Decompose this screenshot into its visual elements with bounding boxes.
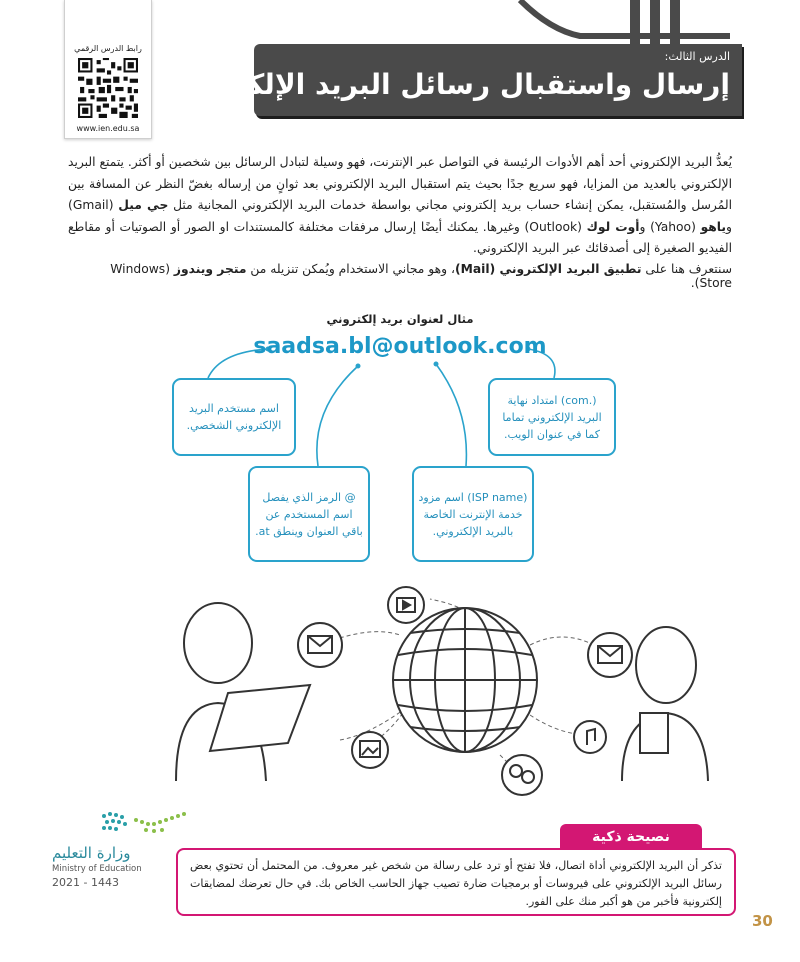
conj-and: و <box>726 219 732 234</box>
tablet-icon <box>210 685 310 751</box>
ministry-name-ar: وزارة التعليم <box>52 844 131 862</box>
callout-isp <box>412 466 534 562</box>
diagram-title: مثال لعنوان بريد إلكتروني <box>326 312 474 326</box>
academic-year: 2021 - 1443 <box>52 876 119 889</box>
globe-icon <box>393 608 537 752</box>
windows-store-term: متجر ويندوز <box>173 262 247 276</box>
lesson-banner <box>162 44 742 116</box>
callout-extension <box>488 378 616 456</box>
conj-and-2: و <box>639 219 646 234</box>
outlook-term: أوت لوك <box>586 219 640 234</box>
email-exchange-illustration <box>170 585 710 805</box>
cable-decoration <box>480 0 740 50</box>
example-email-address: saadsa.bl@outlook.com <box>253 334 547 359</box>
callout-extension-text: (.com) امتداد نهاية البريد الإلكتروني تماما كما في عنوان الويب. <box>502 393 602 441</box>
ministry-logo <box>52 806 172 896</box>
qr-url[interactable]: www.ien.edu.sa <box>76 124 140 133</box>
callout-isp-text: (ISP name) اسم مزود خدمة الإنترنت الخاصة بالبريد الإلكتروني. <box>418 490 528 538</box>
p2-text-c: (Windows Store). <box>110 262 732 290</box>
laptop-icon <box>640 713 668 753</box>
yahoo-en: (Yahoo) <box>645 219 701 234</box>
music-icon <box>574 721 606 753</box>
gmail-term: جي ميل <box>118 198 169 212</box>
gmail-en: (Gmail) <box>68 198 119 212</box>
p2-text-a: سنتعرف هنا على <box>641 262 732 276</box>
page-number: 30 <box>752 912 773 930</box>
tip-label: نصيحة ذكية <box>560 824 702 850</box>
callout-username-text: اسم مستخدم البريد الإلكتروني الشخصي. <box>186 402 282 432</box>
p2-text-b: ، وهو مجاني الاستخدام ويُمكن تنزيله من <box>246 262 455 276</box>
right-person-head <box>636 627 696 703</box>
yahoo-term: ياهو <box>700 219 727 234</box>
second-paragraph <box>68 262 732 290</box>
intro-text-a: يُعدُّ البريد الإلكتروني أحد أهم الأدوات الرئيسة في التواصل عبر الإنترنت، فهو وسيلة لتبادل الرسائل بين شخصين أو أكثر. يتمتع البريد الإلكتروني بالعديد من المزايا، فهو سريع جدًا بحيث يتم استقبال البريد الإلكتروني بعد ثوانٍ من إرساله بغضّ النظر عن المسافة بين المُرسل والمُستقبل، يمكن إنشاء حساب بريد إلكتروني مجاني بواسطة خدمات البريد الإلكتروني المجانية مثل <box>68 155 732 212</box>
callout-at-symbol <box>248 466 370 562</box>
qr-code-icon[interactable] <box>78 58 138 118</box>
qr-caption: رابط الدرس الرقمي <box>74 44 142 53</box>
mail-app-term: تطبيق البريد الإلكتروني (Mail) <box>454 262 642 276</box>
left-person-head <box>184 603 252 683</box>
ministry-dots-icon <box>96 806 196 838</box>
page-title: إرسال واستقبال رسائل البريد الإلكتروني <box>162 68 730 101</box>
intro-text-b: (Outlook) وغيرها. يمكنك أيضًا إرسال مرفقات مختلفة كالمستندات او الصور أو الصوتيات أو مقاطع الفيديو الصغيرة إلى أصدقائك عبر البريد الإلكتروني. <box>68 219 732 255</box>
lesson-number: الدرس الثالث: <box>664 50 730 63</box>
intro-paragraph <box>68 152 732 260</box>
qr-panel <box>64 0 152 139</box>
tip-box <box>176 848 736 916</box>
callout-at-text: @ الرمز الذي يفصل اسم المستخدم عن باقي العنوان وينطق at. <box>255 490 363 538</box>
callout-username <box>172 378 296 456</box>
tip-text: تذكر أن البريد الإلكتروني أداة اتصال، فلا تفتح أو ترد على رسالة من شخص غير معروف. من المحتمل أن تحتوي بعض رسائل البريد الإلكتروني على فيروسات أو برمجيات ضارة تصيب جهاز الحاسب الخاص بك. في حال تعرضك لمضايقات إلكترونية فأخبر من هو أكبر منك على الفور. <box>190 859 722 908</box>
ministry-name-en: Ministry of Education <box>52 864 142 874</box>
